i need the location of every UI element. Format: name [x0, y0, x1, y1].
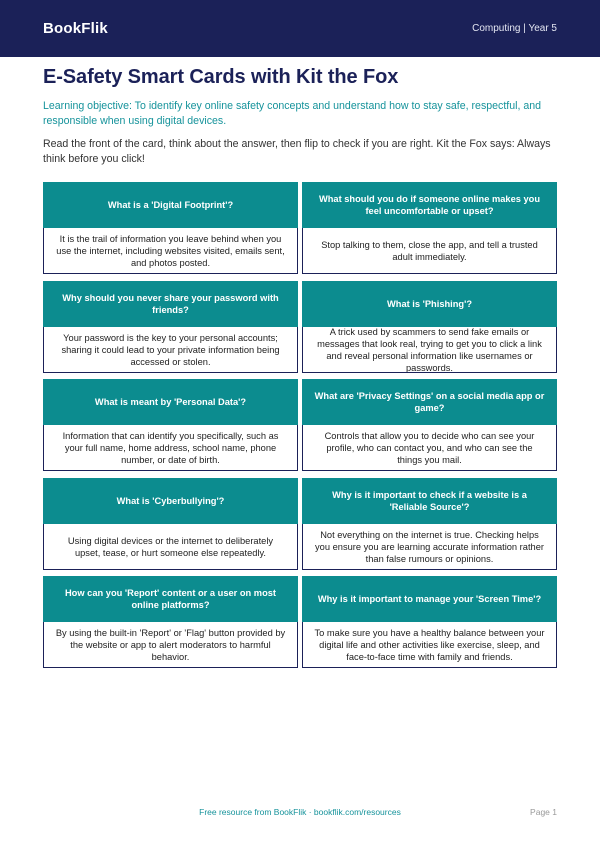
card-question: What should you do if someone online makes you feel uncomfortable or upset?	[302, 182, 557, 228]
card-question: Why is it important to check if a website is a 'Reliable Source'?	[302, 478, 557, 524]
card-answer: Controls that allow you to decide who can see your profile, who can contact you, and who can see the things you mail.	[302, 425, 557, 471]
header-bar	[0, 0, 600, 57]
card-answer: Information that can identify you specifically, such as your full name, home address, school name, phone number, or date of birth.	[43, 425, 298, 471]
card-question: How can you 'Report' content or a user on most online platforms?	[43, 576, 298, 622]
card-question: What is meant by 'Personal Data'?	[43, 379, 298, 425]
card-answer: By using the built-in 'Report' or 'Flag' button provided by the website or app to alert moderators to harmful behavior.	[43, 622, 298, 668]
learning-objective: Learning objective: To identify key online safety concepts and understand how to stay safe, respectful, and responsible when using digital devices.	[43, 100, 542, 127]
card-answer: Using digital devices or the internet to deliberately upset, tease, or hurt someone else repeatedly.	[43, 524, 298, 570]
footer-resource-link[interactable]: Free resource from BookFlik · bookflik.com/resources	[199, 807, 401, 817]
card-question: What is a 'Digital Footprint'?	[43, 182, 298, 228]
flash-card-9[interactable]	[43, 576, 298, 668]
card-question: What is 'Phishing'?	[302, 281, 557, 327]
card-question: Why is it important to manage your 'Screen Time'?	[302, 576, 557, 622]
card-answer: Stop talking to them, close the app, and tell a trusted adult immediately.	[302, 228, 557, 274]
flash-card-7[interactable]	[43, 478, 298, 570]
flash-card-6[interactable]	[302, 379, 557, 471]
flash-card-1[interactable]	[43, 182, 298, 274]
card-answer: Not everything on the internet is true. Checking helps you ensure you are learning accurate information rather than false rumours or opinions.	[302, 524, 557, 570]
card-answer: It is the trail of information you leave behind when you use the internet, including websites visited, emails sent, and photos posted.	[43, 228, 298, 274]
page-number: Page 1	[530, 807, 557, 817]
flash-card-2[interactable]	[302, 182, 557, 274]
card-question: Why should you never share your password with friends?	[43, 281, 298, 327]
card-question: What is 'Cyberbullying'?	[43, 478, 298, 524]
card-answer: A trick used by scammers to send fake emails or messages that look real, trying to get you to click a link and reveal personal information like usernames or passwords.	[302, 327, 557, 373]
flash-card-8[interactable]	[302, 478, 557, 570]
card-question: What are 'Privacy Settings' on a social media app or game?	[302, 379, 557, 425]
brand-logo[interactable]: BookFlik	[43, 20, 108, 37]
card-answer: Your password is the key to your personal accounts; sharing it could lead to your private information being accessed or stolen.	[43, 327, 298, 373]
flash-card-4[interactable]	[302, 281, 557, 373]
card-answer: To make sure you have a healthy balance between your digital life and other activities like exercise, sleep, and face-to-face time with family and friends.	[302, 622, 557, 668]
flash-card-10[interactable]	[302, 576, 557, 668]
flash-card-3[interactable]	[43, 281, 298, 373]
subject-year-label: Computing | Year 5	[472, 23, 557, 34]
page-title: E-Safety Smart Cards with Kit the Fox	[43, 66, 399, 88]
instructions-text: Read the front of the card, think about the answer, then flip to check if you are right. Kit the Fox says: Always think before you click!	[43, 138, 551, 165]
flash-card-5[interactable]	[43, 379, 298, 471]
